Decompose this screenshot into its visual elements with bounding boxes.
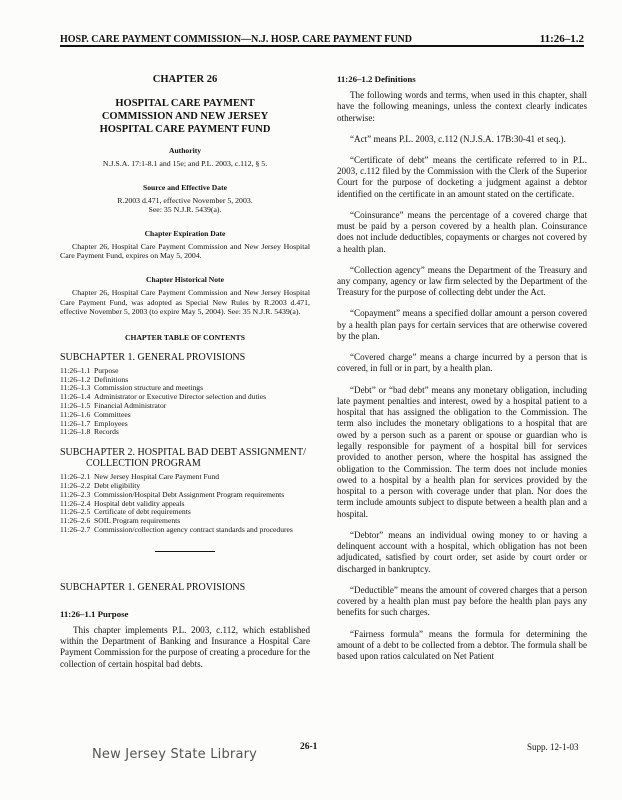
toc-entry-title: Records <box>94 427 119 437</box>
section-purpose-text: This chapter implements P.L. 2003, c.112, which established within the Department of Banking and Insurance a Hospital Care Payment Commission for the purpose of creating a procedure for the collection of certain hospital bad debts. <box>60 624 311 669</box>
toc-entry-title: Commission structure and meetings <box>94 383 204 393</box>
authority-heading: Authority <box>168 146 202 155</box>
toc-entry-number: 11:26–1.8 <box>60 427 91 437</box>
toc-entry <box>60 526 310 535</box>
toc-entry-number: 11:26–2.3 <box>60 489 91 499</box>
toc-entry-number: 11:26–1.3 <box>60 383 91 393</box>
definition-paragraph: “Certificate of debt” means the certificate referred to in P.L. 2003, c.112 filed by the Commission with the Clerk of the Superior Court for the purpose of docketing a judgment against a debtor identified on the certificate in an amount stated on the certificate. <box>337 154 587 199</box>
toc-entry-number: 11:26–1.6 <box>60 409 91 419</box>
toc-entry-number: 11:26–1.1 <box>60 365 91 375</box>
toc-entry-number: 11:26–2.6 <box>60 516 91 526</box>
toc-entry-title: Financial Administrator <box>94 400 167 410</box>
toc-entry-number: 11:26–2.1 <box>60 472 91 482</box>
left-column <box>60 62 310 680</box>
definition-paragraph: “Debt” or “bad debt” means any monetary obligation, including late payment penalties and interest, owed by a hospital patient to a hospital that has assigned the obligation to the Commission. The term also includes the monetary obligations to a hospital that are owed by a person such as a parent or spouse or guardian who is legally responsible for payment of a hospital bill for services provided to another person, where the hospital has assigned the obligation to the Commission. The term does not include monies owed to a hospital by a health plan for services provided by the hospital to a person with coverage under that plan. Nor does the term include amounts subject to dispute between a health plan and a hospital. <box>337 384 587 519</box>
authority-text: N.J.S.A. 17:1-8.1 and 15e; and P.L. 2003, c.112, § 5. <box>102 159 268 168</box>
toc-entry-number: 11:26–1.5 <box>60 400 91 410</box>
divider-rule <box>155 551 215 552</box>
right-column <box>337 62 587 672</box>
definition-paragraph: “Debtor” means an individual owing money to or having a delinquent account with a hospital, which obligation has not been adjudicated, satisfied by court order, set aside by court order or discharged in bankruptcy. <box>337 529 587 574</box>
toc-entry-title: Commission/Hospital Debt Assignment Program requirements <box>94 489 285 499</box>
toc-subchapter-1-title: SUBCHAPTER 1. GENERAL PROVISIONS <box>60 351 246 363</box>
toc-entry-title: Committees <box>94 409 131 419</box>
toc-entry-number: 11:26–2.4 <box>60 498 91 508</box>
expiration-text: Chapter 26, Hospital Care Payment Commission and New Jersey Hospital Care Payment Fund, expires on May 5, 2004. <box>60 241 310 261</box>
toc-heading: CHAPTER TABLE OF CONTENTS <box>125 332 245 342</box>
supplement-date: Supp. 12-1-03 <box>527 742 579 752</box>
section-definitions-heading: 11:26–1.2 Definitions <box>337 74 416 84</box>
library-watermark: New Jersey State Library <box>92 747 258 762</box>
definition-paragraph: “Covered charge” means a charge incurred by a person that is covered, in full or in part, by a health plan. <box>337 352 587 374</box>
definition-paragraph: “Deductible” means the amount of covered charges that a person covered by a health plan must pay before the health plan pays any benefits for such charges. <box>337 584 587 618</box>
source-text-2: See: 35 N.J.R. 5439(a). <box>148 205 222 215</box>
definition-paragraph: “Collection agency” means the Department of the Treasury and any company, agency or law firm selected by the Department of the Treasury for the purpose of collecting debt under the Act. <box>337 264 587 298</box>
toc-entry-title: SOIL Program requirements <box>94 516 181 526</box>
toc-entry-title: New Jersey Hospital Care Payment Fund <box>94 472 220 482</box>
toc-entry-number: 11:26–1.7 <box>60 418 91 428</box>
toc-entry-title: Certificate of debt requirements <box>94 507 191 517</box>
running-header <box>60 27 584 47</box>
toc-subchapter-2-title: SUBCHAPTER 2. HOSPITAL BAD DEBT ASSIGNMENT/ <box>60 447 306 459</box>
chapter-title: HOSPITAL CARE PAYMENT COMMISSION AND NEW JERSEY HOSPITAL CARE PAYMENT FUND <box>99 98 271 135</box>
source-text-1: R.2003 d.471, effective November 5, 2003. <box>117 195 253 205</box>
chapter-number: CHAPTER 26 <box>152 74 218 85</box>
toc-subchapter-2-list <box>60 473 310 535</box>
toc-entry-title: Definitions <box>94 374 129 384</box>
toc-entry-number: 11:26–2.7 <box>60 524 91 534</box>
header-section-number: 11:26–1.2 <box>539 33 584 45</box>
toc-entry-number: 11:26–1.2 <box>60 374 91 384</box>
definition-paragraph: “Fairness formula” means the formula for determining the amount of a debt to be collected from a debtor. The formula shall be based upon ratios calculated on Net Patient <box>337 628 587 662</box>
toc-entry-number: 11:26–2.5 <box>60 507 91 517</box>
toc-entry-title: Hospital debt validity appeals <box>94 498 185 508</box>
definition-paragraph: “Coinsurance” means the percentage of a covered charge that must be paid by a person covered by a health plan. Coinsurance does not include deductibles, copayments or charges not covered by a health plan. <box>337 209 587 254</box>
toc-entry-title: Purpose <box>94 365 119 375</box>
toc-entry <box>60 428 310 437</box>
section-purpose-heading: 11:26–1.1 Purpose <box>60 608 129 619</box>
toc-entry-number: 11:26–1.4 <box>60 392 91 402</box>
toc-subchapter-1-list <box>60 367 310 437</box>
definitions-body <box>337 90 587 662</box>
toc-entry-title: Commission/collection agency contract standards and procedures <box>94 524 293 534</box>
toc-entry-title: Employees <box>94 418 128 428</box>
page-number: 26-1 <box>300 742 318 752</box>
header-title: HOSP. CARE PAYMENT COMMISSION—N.J. HOSP. CARE PAYMENT FUND <box>60 34 412 45</box>
definition-paragraph: “Copayment” means a specified dollar amount a person covered by a health plan pays for certain services that are otherwise covered by the plan. <box>337 308 587 342</box>
definitions-intro: The following words and terms, when used in this chapter, shall have the following meanings, unless the context clearly indicates otherwise: <box>337 90 587 123</box>
source-heading: Source and Effective Date <box>142 182 227 192</box>
history-text: Chapter 26, Hospital Care Payment Commission and New Jersey Hospital Care Payment Fund, was adopted as Special New Rules by R.2003 d.471, effective November 5, 2003 (to expire May 5, 2004). See: 35 N.J.R. 5439(a). <box>60 287 310 317</box>
history-heading: Chapter Historical Note <box>146 274 224 284</box>
definition-paragraph: “Act” means P.L. 2003, c.112 (N.J.S.A. 17B:30-41 et seq.). <box>350 133 566 144</box>
subchapter-1-heading: SUBCHAPTER 1. GENERAL PROVISIONS <box>60 581 246 593</box>
toc-subchapter-2-title-cont: COLLECTION PROGRAM <box>86 458 201 470</box>
toc-entry-title: Debt eligibility <box>94 480 141 490</box>
toc-entry-title: Administrator or Executive Director selection and duties <box>94 392 267 402</box>
toc-entry-number: 11:26–2.2 <box>60 480 91 490</box>
expiration-heading: Chapter Expiration Date <box>144 228 226 238</box>
